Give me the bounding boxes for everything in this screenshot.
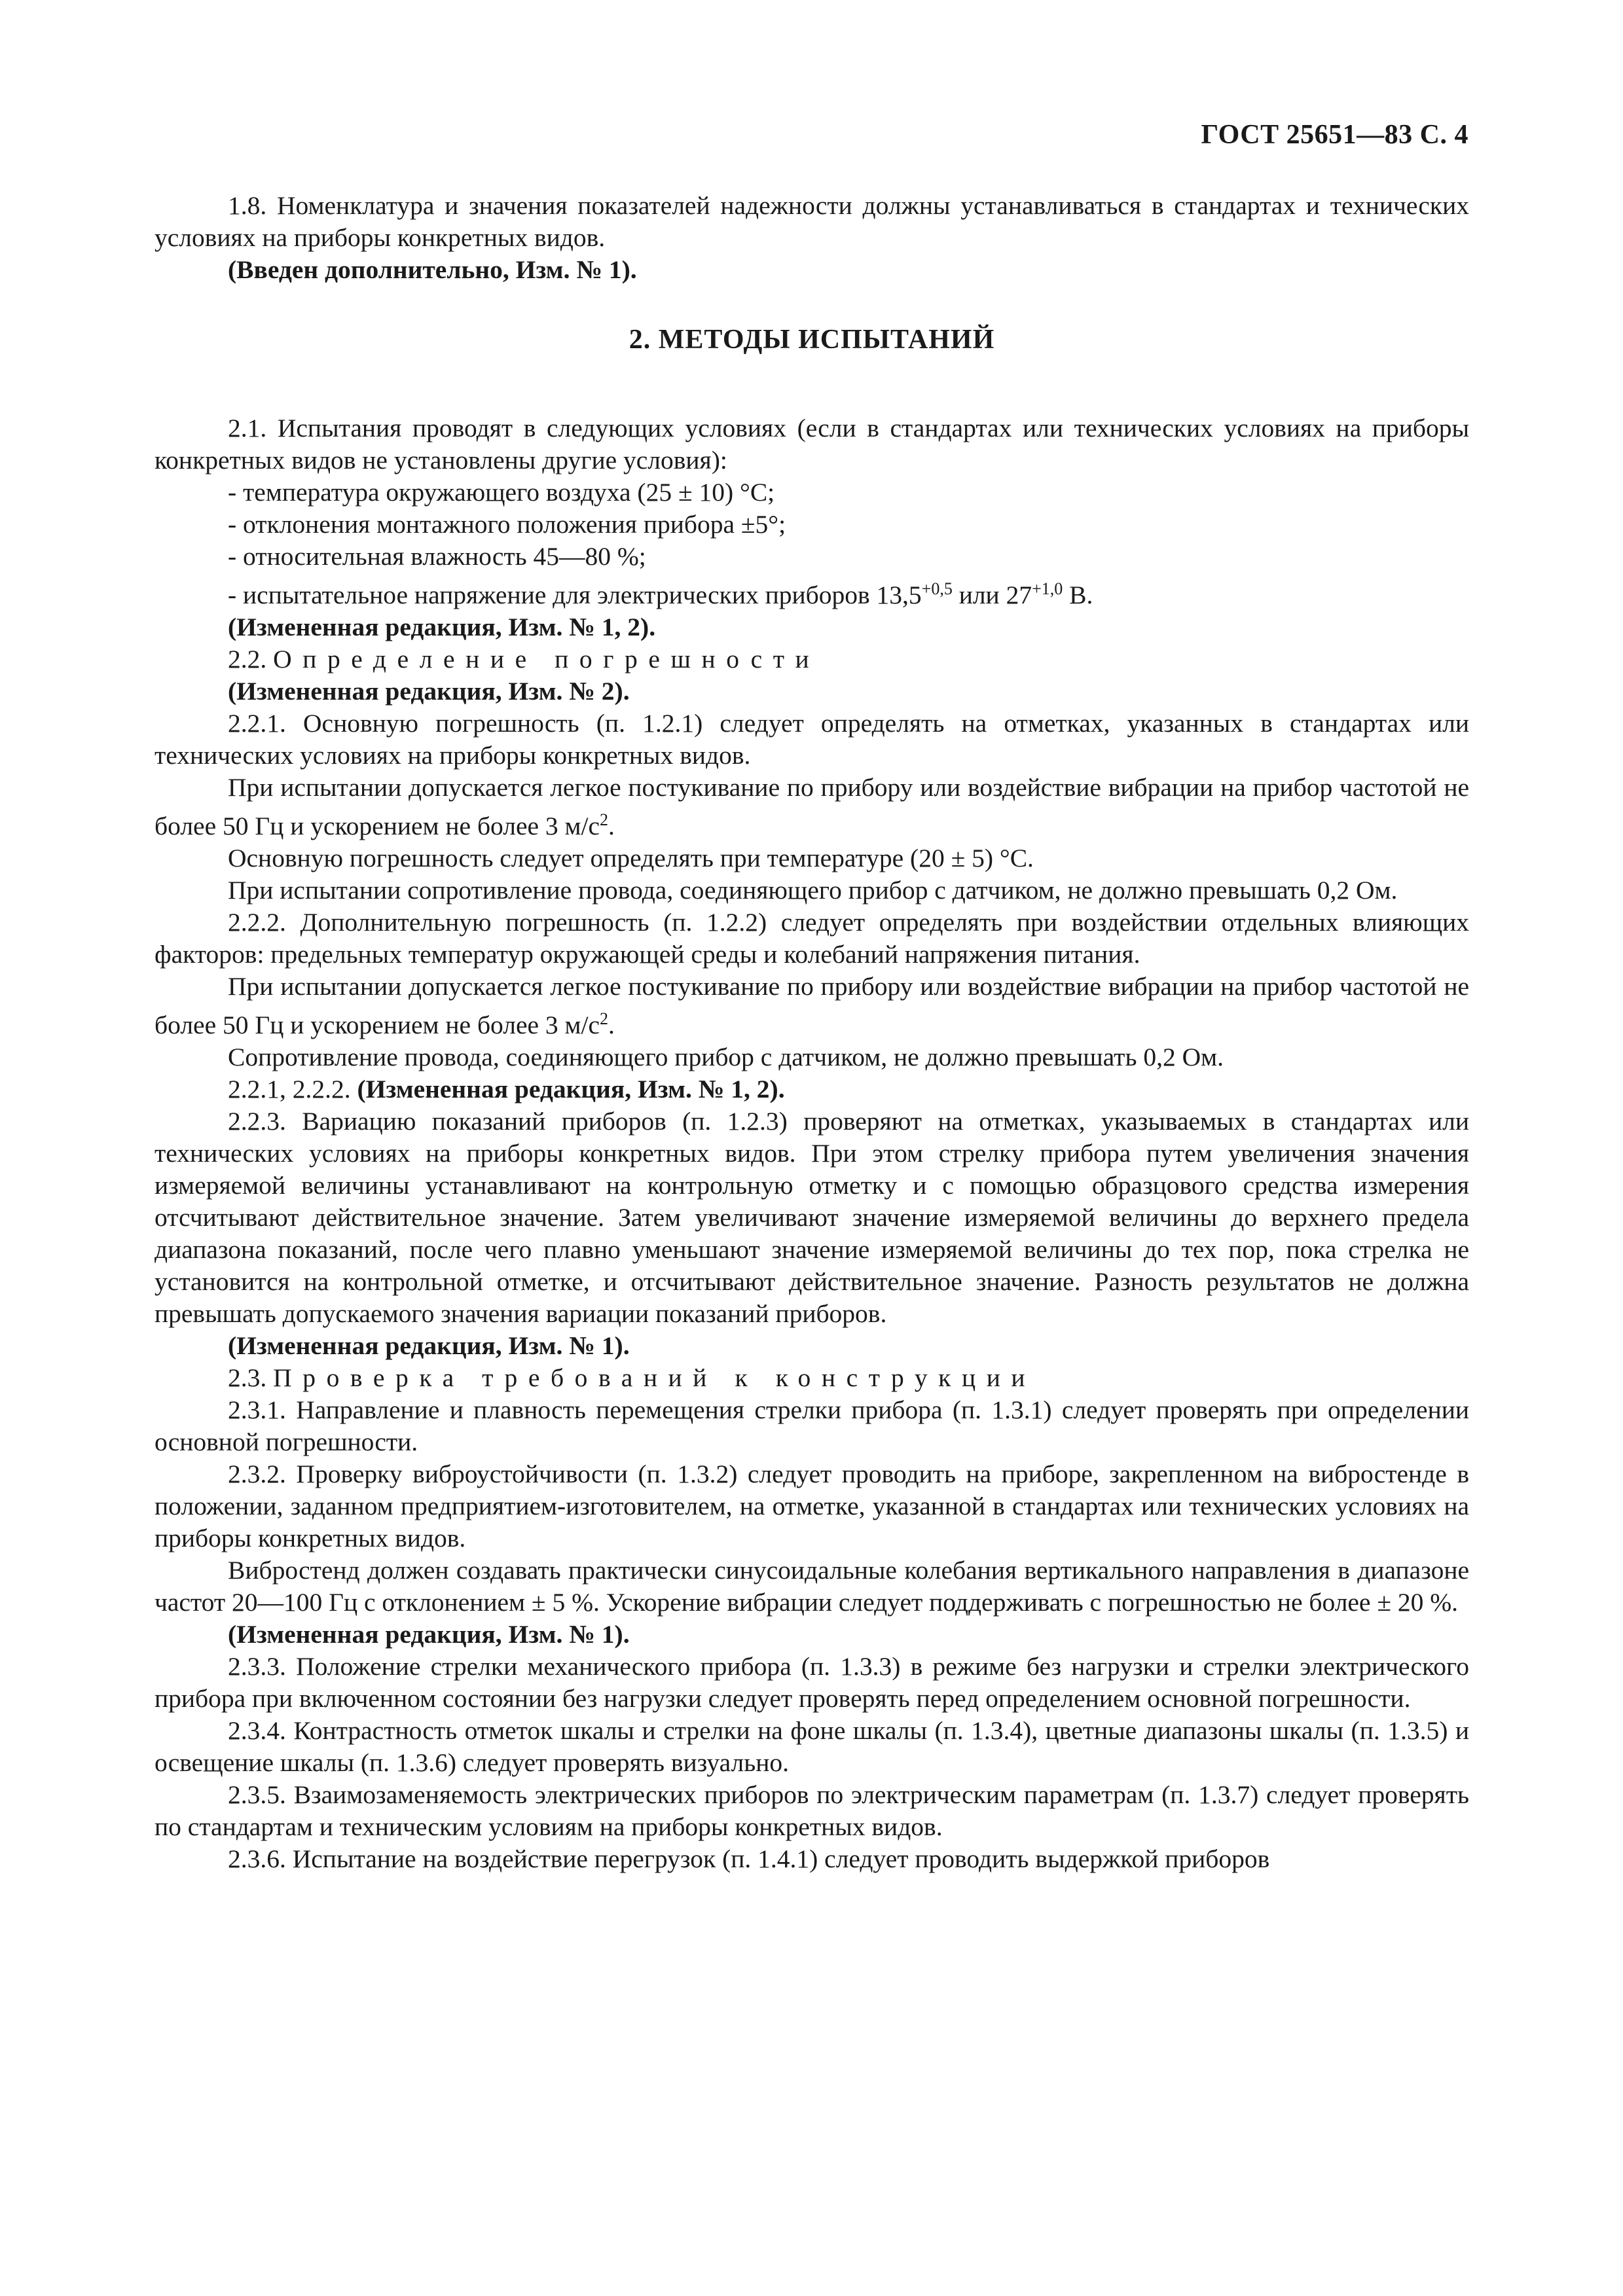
condition-humidity: - относительная влажность 45—80 %;	[228, 542, 646, 571]
paragraph-1-8: 1.8. Номенклатура и значения показателей надежности должны устанавливаться в стандартах и технических условиях на приборы конкретных видов.	[155, 191, 1469, 252]
voltage-tolerance-1: +0,5	[921, 579, 953, 598]
amendment-note-2-1: (Измененная редакция, Изм. № 1, 2).	[228, 613, 656, 642]
paragraph-2-2-2-vibration	[155, 971, 1469, 1041]
vibration-end-2: .	[608, 1011, 615, 1040]
vibration-exponent-1: 2	[600, 810, 609, 830]
page-content	[155, 190, 1469, 1875]
paragraph-2-3-4: 2.3.4. Контрастность отметок шкалы и стрелки на фоне шкалы (п. 1.3.4), цветные диапазоны шкалы (п. 1.3.5) и освещение шкалы (п. 1.3.6) следует проверять визуально.	[155, 1716, 1469, 1778]
subsection-title-2-2: Определение погрешности	[273, 645, 820, 674]
paragraph-2-1: 2.1. Испытания проводят в следующих условиях (если в стандартах или технических условиях на приборы конкретных видов не установлены другие условия):	[155, 414, 1469, 475]
paragraph-2-2-1: 2.2.1. Основную погрешность (п. 1.2.1) следует определять на отметках, указанных в стандартах или технических условиях на приборы конкретных видов.	[155, 709, 1469, 770]
amendment-note-1-8: (Введен дополнительно, Изм. № 1).	[228, 255, 637, 284]
paragraph-2-3-5: 2.3.5. Взаимозаменяемость электрических приборов по электрическим параметрам (п. 1.3.7) следует проверять по стандартам и техническим условиям на приборы конкретных видов.	[155, 1780, 1469, 1842]
amendment-ref-2-2-1-2: 2.2.1, 2.2.2.	[228, 1075, 351, 1104]
voltage-mid: или 27	[952, 581, 1032, 610]
vibration-end-1: .	[608, 812, 615, 841]
vibration-text-1: При испытании допускается легкое постукивание по прибору или воздействие вибрации на прибор частотой не более 50 Гц и ускорением не более 3 м/с	[155, 773, 1469, 841]
amendment-note-2-2-3: (Измененная редакция, Изм. № 1).	[228, 1331, 630, 1361]
vibration-text-2: При испытании допускается легкое постукивание по прибору или воздействие вибрации на прибор частотой не более 50 Гц и ускорением не более 3 м/с	[155, 972, 1469, 1040]
paragraph-2-2-2: 2.2.2. Дополнительную погрешность (п. 1.2.2) следует определять при воздействии отдельных влияющих факторов: предельных температур окружающей среды и колебаний напряжения питания.	[155, 908, 1469, 969]
voltage-tolerance-2: +1,0	[1032, 579, 1063, 598]
amendment-note-2-2-1-2	[155, 1073, 1469, 1105]
paragraph-2-3-3: 2.3.3. Положение стрелки механического прибора (п. 1.3.3) в режиме без нагрузки и стрелки электрического прибора при включенном состоянии без нагрузки следует проверять перед определением основной погрешности.	[155, 1652, 1469, 1713]
voltage-end: В.	[1063, 581, 1093, 610]
condition-voltage	[155, 573, 1469, 611]
amendment-note-2-3-2: (Измененная редакция, Изм. № 1).	[228, 1620, 630, 1649]
paragraph-2-3-1: 2.3.1. Направление и плавность перемещения стрелки прибора (п. 1.3.1) следует проверять при определении основной погрешности.	[155, 1395, 1469, 1457]
voltage-text: - испытательное напряжение для электрических приборов 13,5	[228, 581, 922, 610]
subsection-heading-2-3	[155, 1362, 1469, 1394]
paragraph-2-3-2-vibrostand: Вибростенд должен создавать практически синусоидальные колебания вертикального направления в диапазоне частот 20—100 Гц с отклонением ± 5 %. Ускорение вибрации следует поддерживать с погрешностью не более ± 20 %.	[155, 1556, 1469, 1617]
paragraph-2-3-2: 2.3.2. Проверку виброустойчивости (п. 1.3.2) следует проводить на приборе, закрепленном на вибростенде в положении, заданном предприятием-изготовителем, на отметке, указанной в стандартах или технических условиях на приборы конкретных видов.	[155, 1460, 1469, 1553]
vibration-exponent-2: 2	[600, 1009, 609, 1029]
subsection-number-2-2: 2.2.	[228, 645, 267, 674]
amendment-note-2-2: (Измененная редакция, Изм. № 2).	[228, 677, 630, 706]
paragraph-2-2-2-resistance: Сопротивление провода, соединяющего прибор с датчиком, не должно превышать 0,2 Ом.	[228, 1043, 1224, 1072]
subsection-heading-2-2	[155, 643, 1469, 675]
page-header: ГОСТ 25651—83 С. 4	[1201, 120, 1468, 150]
paragraph-2-2-1-temperature: Основную погрешность следует определять при температуре (20 ± 5) °С.	[228, 844, 1034, 873]
subsection-number-2-3: 2.3.	[228, 1363, 267, 1393]
paragraph-2-3-6: 2.3.6. Испытание на воздействие перегрузок (п. 1.4.1) следует проводить выдержкой приборов	[228, 1844, 1270, 1874]
amendment-text-2-2-1-2: (Измененная редакция, Изм. № 1, 2).	[357, 1075, 785, 1104]
paragraph-2-2-1-vibration	[155, 772, 1469, 842]
paragraph-2-2-1-resistance: При испытании сопротивление провода, соединяющего прибор с датчиком, не должно превышать 0,2 Ом.	[228, 876, 1398, 905]
paragraph-2-2-3: 2.2.3. Вариацию показаний приборов (п. 1.2.3) проверяют на отметках, указываемых в стандартах или технических условиях на приборы конкретных видов. При этом стрелку прибора путем увеличения значения измеряемой величины устанавливают на контрольную отметку и с помощью образцового средства измерения отсчитывают действительное значение. Затем увеличивают значение измеряемой величины до верхнего предела диапазона показаний, после чего плавно уменьшают значение измеряемой величины до тех пор, пока стрелка не установится на контрольной отметке, и отсчитывают действительное значение. Разность результатов не должна превышать допускаемого значения вариации показаний приборов.	[155, 1107, 1469, 1329]
section-heading-2: 2. МЕТОДЫ ИСПЫТАНИЙ	[629, 325, 995, 355]
subsection-title-2-3: Проверка требований к конструкции	[273, 1363, 1036, 1393]
condition-temperature: - температура окружающего воздуха (25 ± 10) °С;	[228, 478, 775, 507]
condition-mounting: - отклонения монтажного положения прибора ±5°;	[228, 510, 786, 539]
